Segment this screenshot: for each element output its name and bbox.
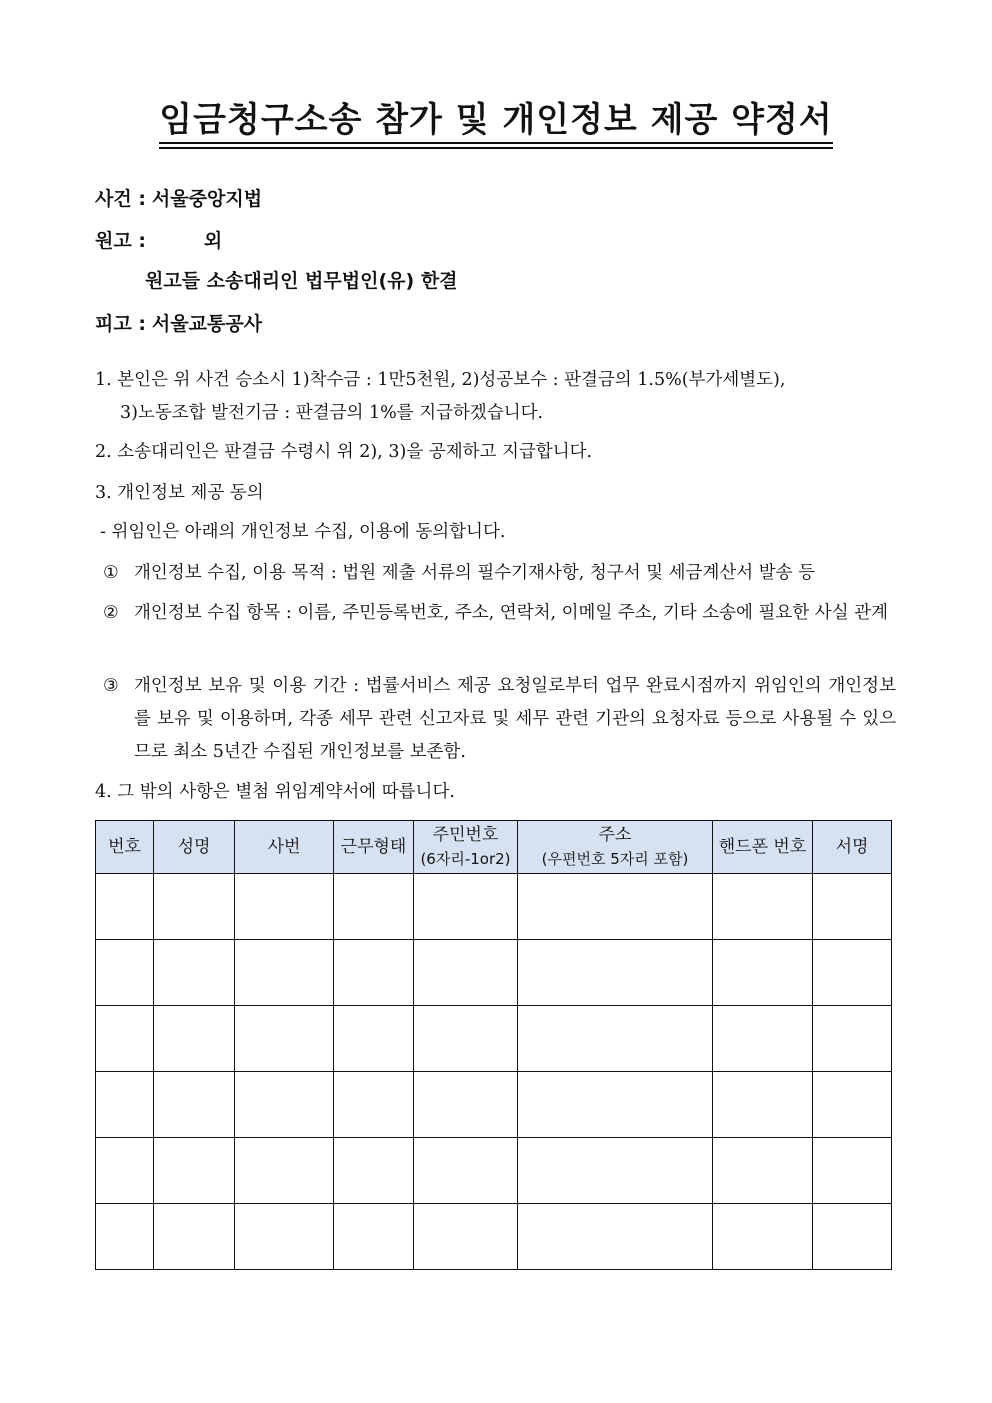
cell-work-type[interactable] (334, 1072, 414, 1138)
cell-phone[interactable] (713, 1006, 813, 1072)
header-work-type: 근무형태 (334, 821, 414, 874)
header-employee-number: 사번 (235, 821, 334, 874)
cell-employee-number[interactable] (235, 1006, 334, 1072)
clause-3-item-1 (103, 557, 896, 590)
header-phone: 핸드폰 번호 (713, 821, 813, 874)
cell-address[interactable] (518, 1204, 713, 1270)
circled-number-3: ③ (103, 676, 119, 696)
table-row (96, 940, 892, 1006)
clause-4: 4. 그 밖의 사항은 별첨 위임계약서에 따릅니다. (95, 782, 455, 802)
cell-phone[interactable] (713, 940, 813, 1006)
cell-address[interactable] (518, 940, 713, 1006)
header-address-label: 주소 (598, 825, 632, 845)
cell-signature[interactable] (813, 1204, 892, 1270)
cell-rrn[interactable] (414, 1072, 518, 1138)
cell-name[interactable] (154, 1006, 235, 1072)
cell-number[interactable] (96, 940, 154, 1006)
defendant-label: 피고 : (95, 313, 146, 335)
cell-phone[interactable] (713, 1204, 813, 1270)
cell-phone[interactable] (713, 1072, 813, 1138)
clause-1-line-1: 1. 본인은 위 사건 승소시 1)착수금 : 1만5천원, 2)성공보수 : 판결금의 1.5%(부가세별도), (95, 370, 786, 390)
plaintiff-label: 원고 : (95, 230, 146, 252)
cell-work-type[interactable] (334, 1006, 414, 1072)
clause-3-item-2 (103, 597, 896, 630)
clause-3-consent: - 위임인은 아래의 개인정보 수집, 이용에 동의합니다. (100, 522, 506, 542)
header-name: 성명 (154, 821, 235, 874)
clause-1 (95, 364, 895, 430)
case-value: 서울중앙지법 (151, 188, 263, 210)
cell-signature[interactable] (813, 1072, 892, 1138)
cell-rrn[interactable] (414, 1138, 518, 1204)
table-row (96, 874, 892, 940)
case-label: 사건 : (95, 188, 146, 210)
cell-number[interactable] (96, 1006, 154, 1072)
table-row (96, 1072, 892, 1138)
cell-name[interactable] (154, 874, 235, 940)
cell-phone[interactable] (713, 874, 813, 940)
header-rrn (414, 821, 518, 874)
clause-3-item-2-text: 개인정보 수집 항목 : 이름, 주민등록번호, 주소, 연락처, 이메일 주소, 기타 소송에 필요한 사실 관계 (134, 603, 888, 623)
circled-number-2: ② (103, 603, 119, 623)
defendant-line (95, 309, 262, 336)
table-row (96, 1006, 892, 1072)
header-address-note: (우편번호 5자리 포함) (541, 850, 689, 868)
cell-work-type[interactable] (334, 1138, 414, 1204)
cell-address[interactable] (518, 1138, 713, 1204)
table-header-row (96, 821, 892, 874)
cell-employee-number[interactable] (235, 1138, 334, 1204)
cell-rrn[interactable] (414, 1006, 518, 1072)
clause-3-item-3 (103, 670, 896, 769)
case-line (95, 184, 262, 211)
circled-number-1: ① (103, 563, 119, 583)
cell-rrn[interactable] (414, 1204, 518, 1270)
header-rrn-label: 주민번호 (432, 825, 499, 845)
table-row (96, 1138, 892, 1204)
cell-number[interactable] (96, 1138, 154, 1204)
cell-phone[interactable] (713, 1138, 813, 1204)
cell-employee-number[interactable] (235, 1072, 334, 1138)
cell-address[interactable] (518, 1072, 713, 1138)
clause-2: 2. 소송대리인은 판결금 수령시 위 2), 3)을 공제하고 지급합니다. (95, 442, 593, 462)
clause-1-line-2: 3)노동조합 발전기금 : 판결금의 1%를 지급하겠습니다. (120, 403, 544, 423)
plaintiff-line (95, 226, 222, 253)
participant-table (95, 820, 892, 1270)
cell-signature[interactable] (813, 1006, 892, 1072)
cell-signature[interactable] (813, 874, 892, 940)
counsel-line: 원고들 소송대리인 법무법인(유) 한결 (145, 270, 458, 292)
header-rrn-note: (6자리-1or2) (420, 850, 511, 868)
cell-name[interactable] (154, 1072, 235, 1138)
cell-work-type[interactable] (334, 874, 414, 940)
cell-signature[interactable] (813, 940, 892, 1006)
cell-signature[interactable] (813, 1138, 892, 1204)
cell-work-type[interactable] (334, 940, 414, 1006)
plaintiff-value: 외 (203, 230, 223, 252)
clause-3-item-1-text: 개인정보 수집, 이용 목적 : 법원 제출 서류의 필수기재사항, 청구서 및 세금계산서 발송 등 (134, 563, 816, 583)
cell-name[interactable] (154, 1138, 235, 1204)
cell-rrn[interactable] (414, 940, 518, 1006)
table-row (96, 1204, 892, 1270)
cell-number[interactable] (96, 874, 154, 940)
cell-work-type[interactable] (334, 1204, 414, 1270)
cell-rrn[interactable] (414, 874, 518, 940)
header-signature: 서명 (813, 821, 892, 874)
cell-name[interactable] (154, 940, 235, 1006)
clause-3-item-3-text: 개인정보 보유 및 이용 기간 : 법률서비스 제공 요청일로부터 업무 완료시점까지 위임인의 개인정보를 보유 및 이용하며, 각종 세무 관련 신고자료 및 세무 관련 기관의 요청자료 등으로 사용될 수 있으므로 최소 5년간 수집된 개인정보를 보존함. (134, 676, 896, 762)
cell-employee-number[interactable] (235, 940, 334, 1006)
defendant-value: 서울교통공사 (151, 313, 263, 335)
cell-address[interactable] (518, 1006, 713, 1072)
cell-number[interactable] (96, 1072, 154, 1138)
cell-employee-number[interactable] (235, 1204, 334, 1270)
cell-address[interactable] (518, 874, 713, 940)
header-address (518, 821, 713, 874)
cell-number[interactable] (96, 1204, 154, 1270)
clause-3: 3. 개인정보 제공 동의 (95, 483, 264, 503)
cell-employee-number[interactable] (235, 874, 334, 940)
document-title: 임금청구소송 참가 및 개인정보 제공 약정서 (0, 92, 992, 144)
cell-name[interactable] (154, 1204, 235, 1270)
header-number: 번호 (96, 821, 154, 874)
